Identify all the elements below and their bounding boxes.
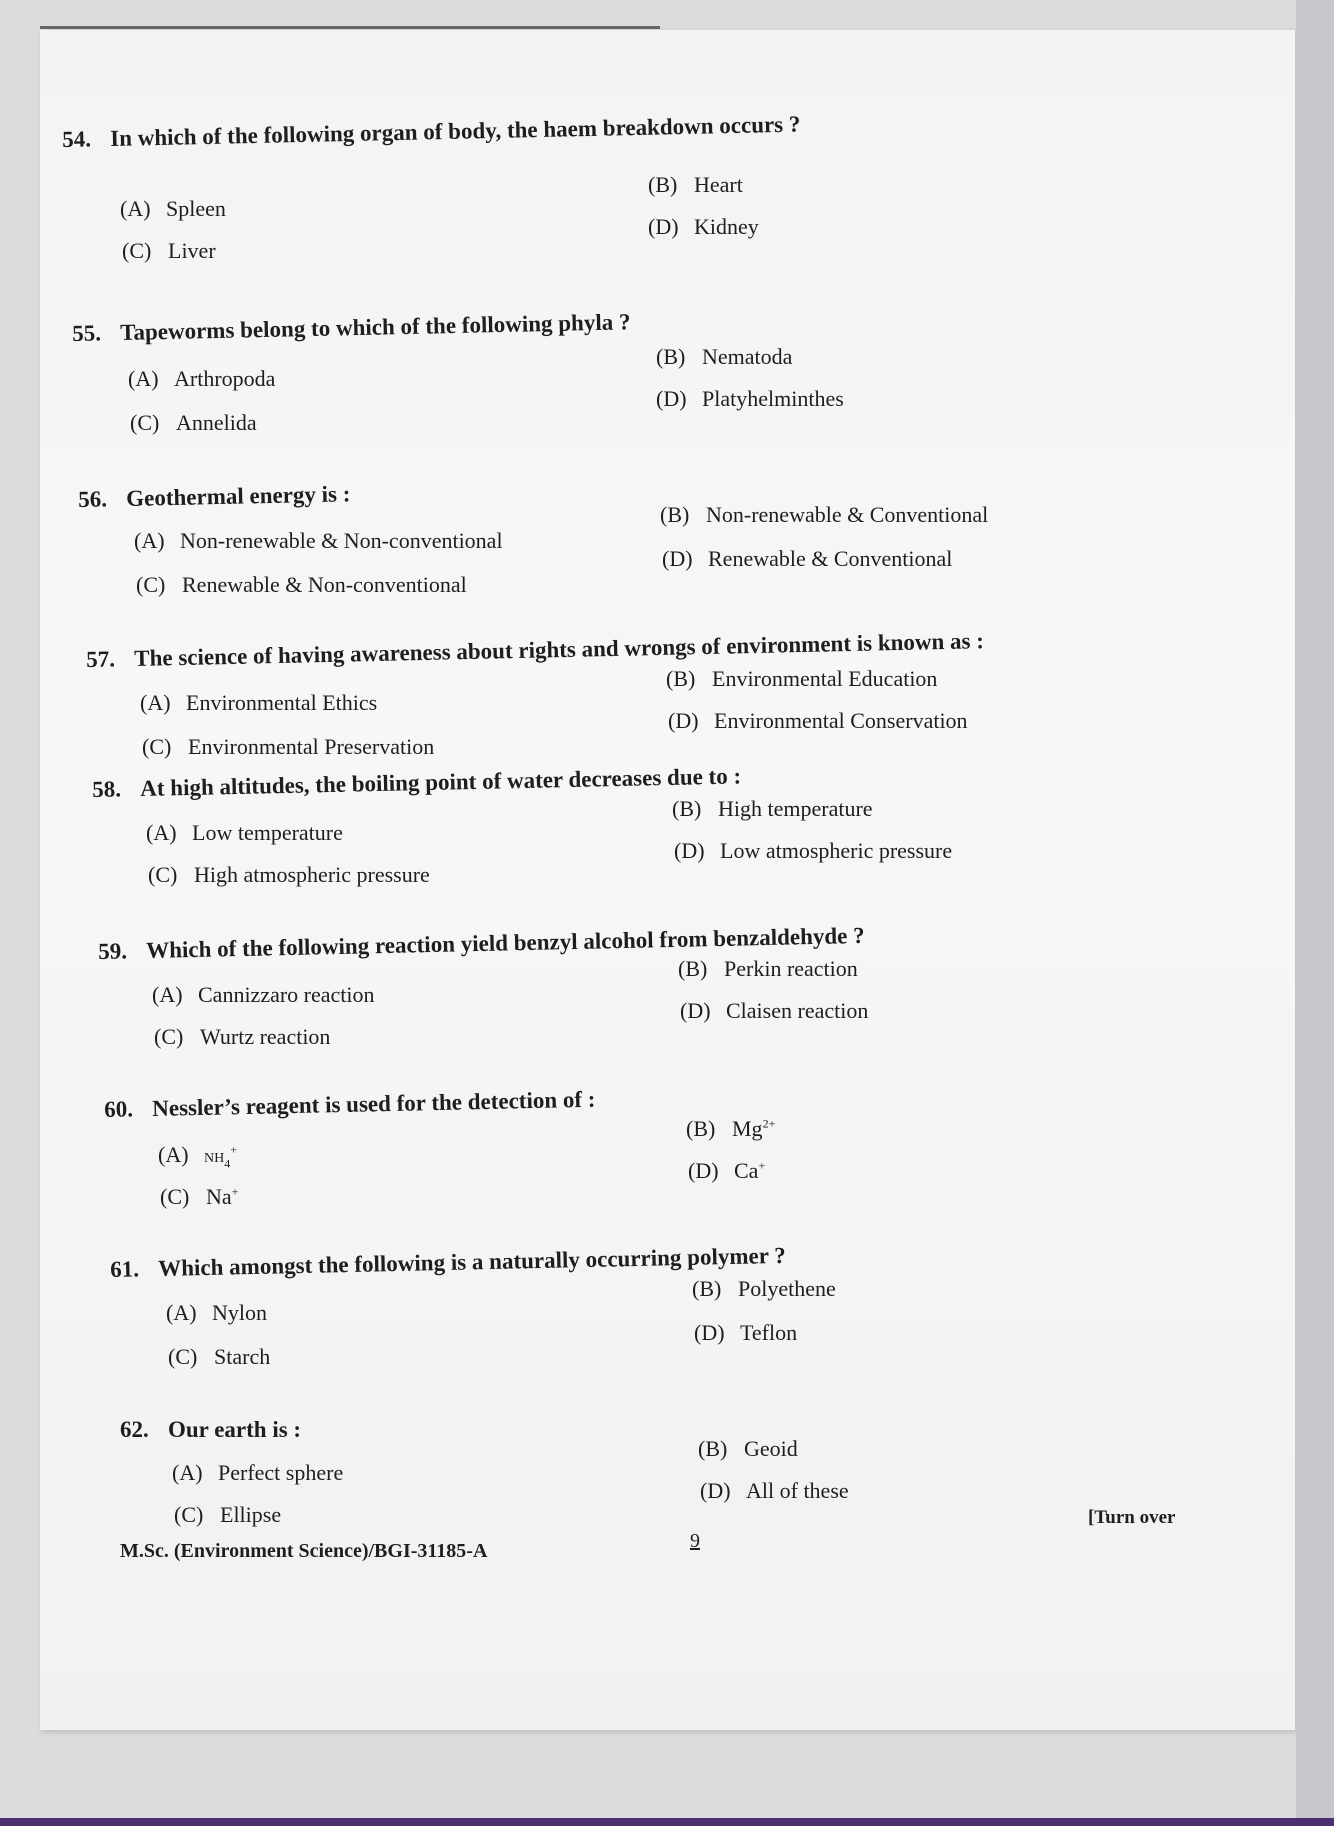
option-d: (D) Low atmospheric pressure (674, 838, 953, 863)
option-a: (A) $NH_4^+$ (158, 1142, 238, 1171)
option-b: (B) Geoid (698, 1436, 798, 1461)
option-c: (C) Liver (122, 238, 216, 263)
option-b: (B) $Mg^{2+}$ (686, 1116, 776, 1141)
question-text: In which of the following organ of body, the haem breakdown occurs ? (109, 111, 801, 151)
question-62: 62. Our earth is : (120, 1417, 302, 1442)
option-c: (C) Na+ (160, 1184, 239, 1209)
option-d: (D) Renewable & Conventional (662, 546, 953, 571)
option-a: (A) Spleen (120, 196, 226, 221)
option-d: (D) Teflon (694, 1320, 798, 1345)
question-57: 57. The science of having awareness about rights and wrongs of environment is known as : (85, 628, 985, 672)
page-number: 9 (690, 1530, 700, 1552)
option-a: (A) Arthropoda (128, 366, 276, 391)
page-edge (1296, 0, 1334, 1826)
option-b: (B) High temperature (672, 796, 873, 821)
question-59: 59. Which of the following reaction yield benzyl alcohol from benzaldehyde ? (97, 922, 865, 964)
option-b: (B) Non-renewable & Conventional (660, 502, 989, 527)
option-d: (D) Ca+ (688, 1158, 766, 1183)
option-a: (A) Nylon (166, 1300, 267, 1325)
option-a: (A) Cannizzaro reaction (152, 982, 375, 1007)
question-61: 61. Which amongst the following is a naturally occurring polymer ? (109, 1242, 786, 1282)
option-c: (C) Annelida (130, 410, 257, 435)
option-b: (B) Perkin reaction (678, 956, 858, 981)
paper-code: M.Sc. (Environment Science)/BGI-31185-A (120, 1540, 488, 1562)
bottom-band (0, 1818, 1334, 1826)
question-55: 55. Tapeworms belong to which of the following phyla ? (71, 309, 631, 346)
option-a: (A) Non-renewable & Non-conventional (134, 528, 503, 553)
option-c: (C) High atmospheric pressure (148, 862, 430, 887)
option-b: (B) Heart (648, 172, 743, 197)
option-a: (A) Low temperature (146, 820, 343, 845)
option-b: (B) Polyethene (692, 1276, 836, 1301)
top-rule (40, 26, 660, 29)
option-c: (C) Starch (168, 1344, 271, 1369)
question-60: 60. Nessler’s reagent is used for the detection of : (103, 1086, 596, 1122)
option-d: (D) All of these (700, 1478, 849, 1503)
option-a: (A) Perfect sphere (172, 1460, 344, 1485)
option-c: (C) Wurtz reaction (154, 1024, 331, 1049)
option-c: (C) Environmental Preservation (142, 734, 435, 759)
question-number: 54. (61, 126, 92, 152)
option-d: (D) Platyhelminthes (656, 386, 844, 411)
option-c: (C) Renewable & Non-conventional (136, 572, 467, 597)
option-a: (A) Environmental Ethics (140, 690, 378, 715)
question-56: 56. Geothermal energy is : (77, 481, 351, 512)
turn-over-note: [Turn over (1088, 1507, 1176, 1528)
question-58: 58. At high altitudes, the boiling point of water decreases due to : (91, 763, 742, 802)
option-c: (C) Ellipse (174, 1502, 282, 1527)
option-b: (B) Environmental Education (666, 666, 938, 691)
option-d: (D) Claisen reaction (680, 998, 869, 1023)
option-d: (D) Kidney (648, 214, 759, 239)
option-d: (D) Environmental Conservation (668, 708, 968, 733)
option-b: (B) Nematoda (656, 344, 793, 369)
